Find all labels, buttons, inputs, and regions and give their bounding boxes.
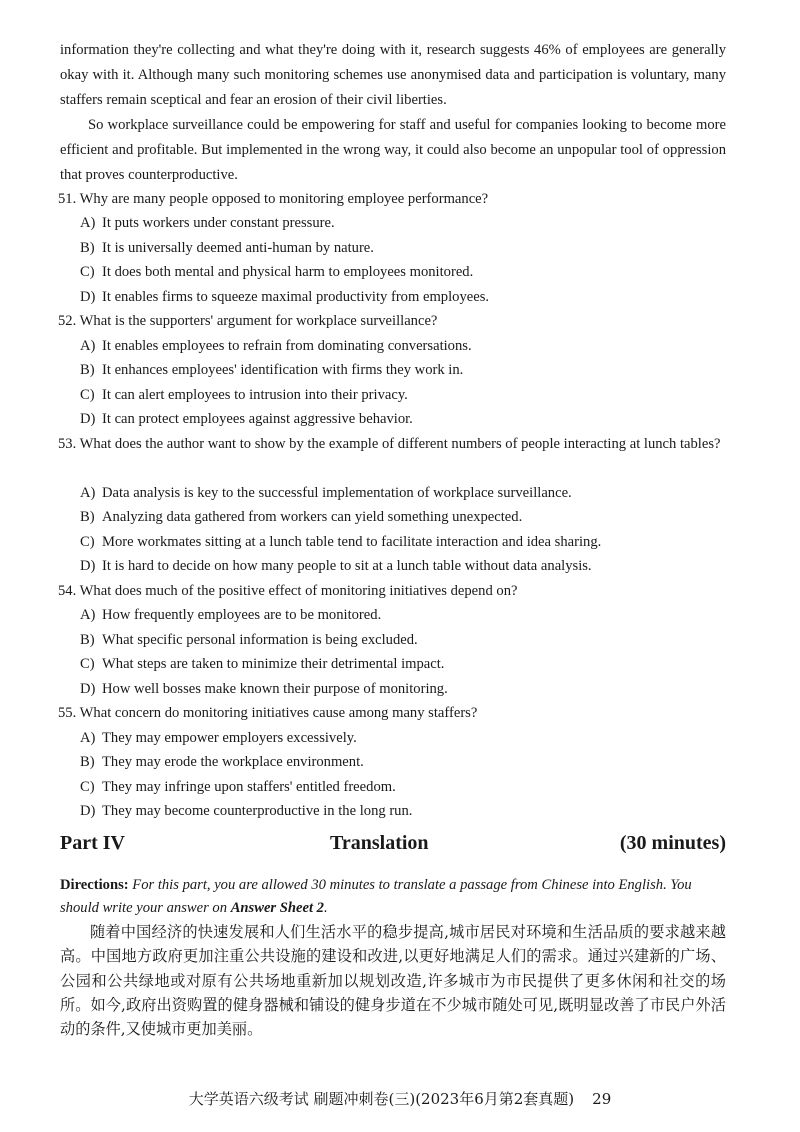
- part-title: Translation: [330, 832, 429, 854]
- option-text: What steps are taken to minimize their detrimental impact.: [102, 656, 445, 672]
- option-51-b: [80, 236, 726, 261]
- option-51-c: [80, 260, 726, 285]
- footer-title: 大学英语六级考试 刷题冲刺卷(三)(2023年6月第2套真题): [188, 1090, 575, 1108]
- option-52-d: [80, 407, 726, 432]
- option-text: They may infringe upon staffers' entitled freedom.: [102, 779, 396, 795]
- option-54-d: [80, 677, 726, 702]
- option-letter: B): [80, 632, 95, 648]
- question-51: [58, 187, 726, 212]
- option-55-c: [80, 775, 726, 800]
- option-text: What specific personal information is being excluded.: [102, 632, 418, 648]
- option-letter: D): [80, 411, 96, 427]
- translation-passage: 随着中国经济的快速发展和人们生活水平的稳步提高,城市居民对环境和生活品质的要求越来越高。中国地方政府更加注重公共设施的建设和改进,以更好地满足人们的需求。通过兴建新的广场、公园和公共绿地或对原有公共场地重新加以规划改造,许多城市为市民提供了更多休闲和社交的场所。如今,政府出资购置的健身器械和铺设的健身步道在不少城市随处可见,既明显改善了市民户外活动的条件,又使城市更加美丽。: [60, 923, 726, 1039]
- option-text: It enables firms to squeeze maximal productivity from employees.: [102, 289, 490, 305]
- page-footer: [0, 1088, 800, 1109]
- option-text: Data analysis is key to the successful implementation of workplace surveillance.: [102, 485, 572, 501]
- page-number: 29: [592, 1090, 612, 1108]
- answer-sheet-ref: Answer Sheet 2: [230, 900, 324, 916]
- option-letter: B): [80, 509, 95, 525]
- question-number: 53.: [58, 436, 77, 452]
- question-number: 54.: [58, 583, 77, 599]
- option-52-b: [80, 358, 726, 383]
- option-54-a: [80, 603, 726, 628]
- option-53-d: [80, 554, 726, 579]
- option-text: It is hard to decide on how many people to sit at a lunch table without data analysis.: [102, 558, 592, 574]
- question-text: What concern do monitoring initiatives cause among many staffers?: [79, 705, 478, 721]
- option-text: How frequently employees are to be monitored.: [102, 607, 382, 623]
- part-header: [60, 832, 726, 862]
- option-letter: C): [80, 264, 95, 280]
- question-text: What is the supporters' argument for workplace surveillance?: [79, 313, 438, 329]
- directions: [60, 874, 726, 920]
- option-text: Analyzing data gathered from workers can yield something unexpected.: [102, 509, 523, 525]
- option-text: They may erode the workplace environment.: [102, 754, 364, 770]
- question-number: 51.: [58, 191, 77, 207]
- option-text: It does both mental and physical harm to employees monitored.: [102, 264, 474, 280]
- part-label: Part IV: [60, 832, 125, 854]
- question-54: [58, 579, 726, 604]
- option-51-a: [80, 211, 726, 236]
- question-52: [58, 309, 726, 334]
- option-letter: D): [80, 558, 96, 574]
- option-text: More workmates sitting at a lunch table tend to facilitate interaction and idea sharing.: [102, 534, 602, 550]
- option-letter: D): [80, 289, 96, 305]
- option-text: It puts workers under constant pressure.: [102, 215, 335, 231]
- option-letter: C): [80, 534, 95, 550]
- option-text: They may become counterproductive in the long run.: [102, 803, 413, 819]
- option-53-a: [80, 481, 726, 506]
- option-letter: C): [80, 387, 95, 403]
- question-number: 52.: [58, 313, 77, 329]
- part-time: (30 minutes): [619, 832, 726, 854]
- option-letter: B): [80, 754, 95, 770]
- option-55-b: [80, 750, 726, 775]
- option-52-c: [80, 383, 726, 408]
- question-53: [58, 432, 726, 457]
- option-letter: A): [80, 485, 96, 501]
- directions-label: Directions:: [60, 877, 129, 893]
- option-text: It enables employees to refrain from dominating conversations.: [102, 338, 472, 354]
- option-text: It can alert employees to intrusion into their privacy.: [102, 387, 408, 403]
- option-letter: B): [80, 362, 95, 378]
- option-55-a: [80, 726, 726, 751]
- option-55-d: [80, 799, 726, 824]
- passage-paragraph-1: information they're collecting and what they're doing with it, research suggests 46% of employees are generally okay with it. Although many such monitoring schemes use anonymised data and participation is voluntary, many staffers remain sceptical and fear an erosion of their civil liberties.: [60, 42, 726, 108]
- option-letter: A): [80, 607, 96, 623]
- option-54-b: [80, 628, 726, 653]
- option-text: It enhances employees' identification with firms they work in.: [102, 362, 464, 378]
- question-text: Why are many people opposed to monitoring employee performance?: [79, 191, 489, 207]
- option-letter: A): [80, 338, 96, 354]
- option-letter: A): [80, 730, 96, 746]
- question-55: [58, 701, 726, 726]
- option-53-b: [80, 505, 726, 530]
- directions-end: .: [323, 900, 328, 916]
- option-text: It is universally deemed anti-human by nature.: [102, 240, 374, 256]
- question-text: What does much of the positive effect of monitoring initiatives depend on?: [79, 583, 518, 599]
- option-letter: C): [80, 779, 95, 795]
- option-54-c: [80, 652, 726, 677]
- option-text: How well bosses make known their purpose of monitoring.: [102, 681, 448, 697]
- option-letter: D): [80, 681, 96, 697]
- question-number: 55.: [58, 705, 77, 721]
- option-letter: A): [80, 215, 96, 231]
- option-51-d: [80, 285, 726, 310]
- option-text: They may empower employers excessively.: [102, 730, 357, 746]
- passage-paragraph-2: So workplace surveillance could be empowering for staff and useful for companies looking to become more efficient and profitable. But implemented in the wrong way, it could also become an unpopular tool of oppression that proves counterproductive.: [60, 117, 726, 183]
- option-52-a: [80, 334, 726, 359]
- option-letter: D): [80, 803, 96, 819]
- option-text: It can protect employees against aggressive behavior.: [102, 411, 413, 427]
- question-text: What does the author want to show by the example of different numbers of people interacting at lunch tables?: [79, 436, 721, 452]
- option-letter: C): [80, 656, 95, 672]
- directions-text: For this part, you are allowed 30 minutes to translate a passage from Chinese into English. You should write your answer on: [60, 877, 692, 916]
- option-53-c: [80, 530, 726, 555]
- option-letter: B): [80, 240, 95, 256]
